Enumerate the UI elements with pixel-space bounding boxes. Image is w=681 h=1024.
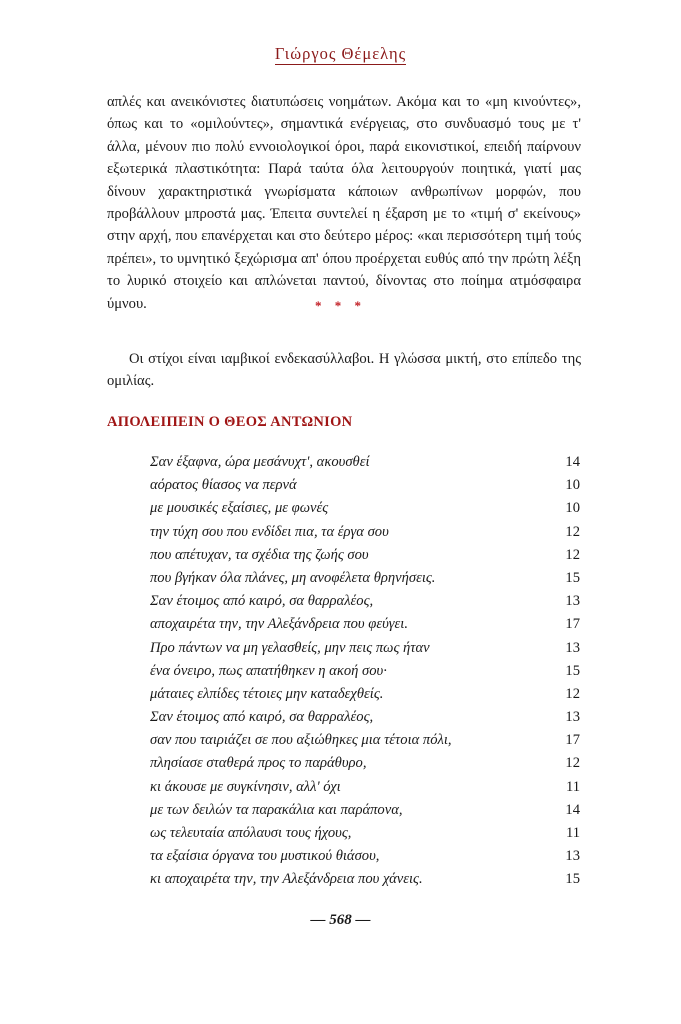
poem-line bbox=[150, 776, 580, 799]
syllable-count: 13 bbox=[565, 709, 580, 726]
syllable-count: 12 bbox=[565, 523, 580, 540]
poem-line-text: κι άκουσε με συγκίνησιν, αλλ' όχι bbox=[150, 778, 341, 795]
page-number: — 568 — bbox=[310, 912, 371, 928]
poem-line-text: που απέτυχαν, τα σχέδια της ζωής σου bbox=[150, 546, 369, 563]
poem-line-text: την τύχη σου που ενδίδει πια, τα έργα σου bbox=[150, 523, 389, 540]
body-paragraph-2: Οι στίχοι είναι ιαμβικοί ενδεκασύλλαβοι. Η γλώσσα μικτή, στο επίπεδο της ομιλίας. bbox=[107, 351, 581, 390]
section-separator: * * * bbox=[315, 298, 366, 313]
poem-line bbox=[150, 752, 580, 775]
poem-line-text: Σαν έτοιμος από καιρό, σα θαρραλέος, bbox=[150, 709, 374, 726]
poem-line-text: Προ πάντων να μη γελασθείς, μην πεις πως ήταν bbox=[150, 639, 430, 656]
poem-line bbox=[150, 868, 580, 891]
running-title: Γιώργος Θέμελης bbox=[274, 44, 407, 63]
syllable-count: 15 bbox=[565, 569, 580, 586]
poem-line bbox=[150, 660, 580, 683]
poem-line-text: πλησίασε σταθερά προς το παράθυρο, bbox=[150, 755, 367, 772]
syllable-count: 11 bbox=[565, 778, 580, 795]
poem-line bbox=[150, 451, 580, 474]
poem-line bbox=[150, 729, 580, 752]
syllable-count: 12 bbox=[565, 755, 580, 772]
syllable-count: 14 bbox=[565, 454, 580, 470]
poem-line bbox=[150, 544, 580, 567]
syllable-count: 15 bbox=[565, 871, 580, 888]
syllable-count: 15 bbox=[565, 662, 580, 679]
poem-line-text: αόρατος θίασος να περνά bbox=[150, 477, 297, 494]
syllable-count: 13 bbox=[565, 848, 580, 865]
poem-line bbox=[150, 799, 580, 822]
poem-line bbox=[150, 822, 580, 845]
poem-line bbox=[150, 567, 580, 590]
poem-line-text: ως τελευταία απόλαυσι τους ήχους, bbox=[150, 825, 352, 841]
syllable-count: 13 bbox=[565, 639, 580, 656]
poem-line bbox=[150, 521, 580, 544]
syllable-count: 12 bbox=[565, 546, 580, 563]
poem-line-text: Σαν έτοιμος από καιρό, σα θαρραλέος, bbox=[150, 593, 374, 610]
poem-line bbox=[150, 474, 580, 497]
poem-line-text: που βγήκαν όλα πλάνες, μη ανοφέλετα θρηνήσεις. bbox=[150, 569, 436, 586]
poem-line-text: σαν που ταιριάζει σε που αξιώθηκες μια τέτοια πόλι, bbox=[150, 732, 452, 749]
poem-line-text: ένα όνειρο, πως απατήθηκεν η ακοή σου· bbox=[150, 662, 387, 679]
poem-line-text: αποχαιρέτα την, την Αλεξάνδρεια που φεύγει. bbox=[150, 616, 408, 633]
poem-line bbox=[150, 590, 580, 613]
syllable-count: 10 bbox=[565, 477, 580, 494]
syllable-count: 17 bbox=[565, 732, 580, 749]
poem-line-text: με των δειλών τα παρακάλια και παράπονα, bbox=[150, 801, 403, 818]
syllable-count: 17 bbox=[565, 616, 580, 633]
poem-title: ΑΠΟΛΕΙΠΕΙΝ Ο ΘΕΟΣ ΑΝΤΩΝΙΟΝ bbox=[107, 414, 353, 430]
poem-line bbox=[150, 497, 580, 520]
running-header bbox=[0, 44, 681, 64]
syllable-count: 14 bbox=[565, 801, 580, 818]
poem-line bbox=[150, 637, 580, 660]
poem-line bbox=[150, 845, 580, 868]
poem-line-text: τα εξαίσια όργανα του μυστικού θιάσου, bbox=[150, 848, 380, 865]
syllable-count: 13 bbox=[565, 593, 580, 610]
syllable-count: 11 bbox=[565, 825, 580, 841]
poem-line bbox=[150, 706, 580, 729]
poem-line-text: μάταιες ελπίδες τέτοιες μην καταδεχθείς. bbox=[150, 685, 384, 702]
body-paragraph-1: απλές και ανεικόνιστες διατυπώσεις νοημάτων. Ακόμα και το «μη κινούντες», όπως και το «ομιλούντες», σημαντικά ενέργειας, στο συνδυασμό τους με τ' άλλα, μένουν πιο πολύ εννοιολογικοί όροι, παρά εικονιστικοί, επειδή παίρνουν εξωτερικά πλαστικότητα: Παρά ταύτα όλα λειτουργούν ποιητικά, γιατί μας δίνουν χαρακτηριστικά γνωρίσματα κάποιων ανθρωπίνων μορφών, που προβάλλουν μπροστά μας. Έπειτα συντελεί η έξαρση με το «τιμή σ' εκείνους» στην αρχή, που επανέρχεται και στο δεύτερο μέρος: «και περισσότερη τιμή τούς πρέπει», το υμνητικό ξεχώρισμα απ' όπου προέρχεται ευθύς από την πρώτη λέξη το λυρικό στοιχείο και απλώνεται παντού, δίνοντας στο ποίημα ατμόσφαιρα ύμνου. bbox=[107, 94, 581, 312]
poem-line-text: κι αποχαιρέτα την, την Αλεξάνδρεια που χάνεις. bbox=[150, 871, 423, 888]
poem-line bbox=[150, 683, 580, 706]
poem-line-text: Σαν έξαφνα, ώρα μεσάνυχτ', ακουσθεί bbox=[150, 454, 370, 470]
syllable-count: 12 bbox=[565, 685, 580, 702]
poem-line bbox=[150, 613, 580, 636]
syllable-count: 10 bbox=[565, 500, 580, 517]
poem-line-text: με μουσικές εξαίσιες, με φωνές bbox=[150, 500, 329, 517]
poem-body bbox=[150, 451, 580, 892]
